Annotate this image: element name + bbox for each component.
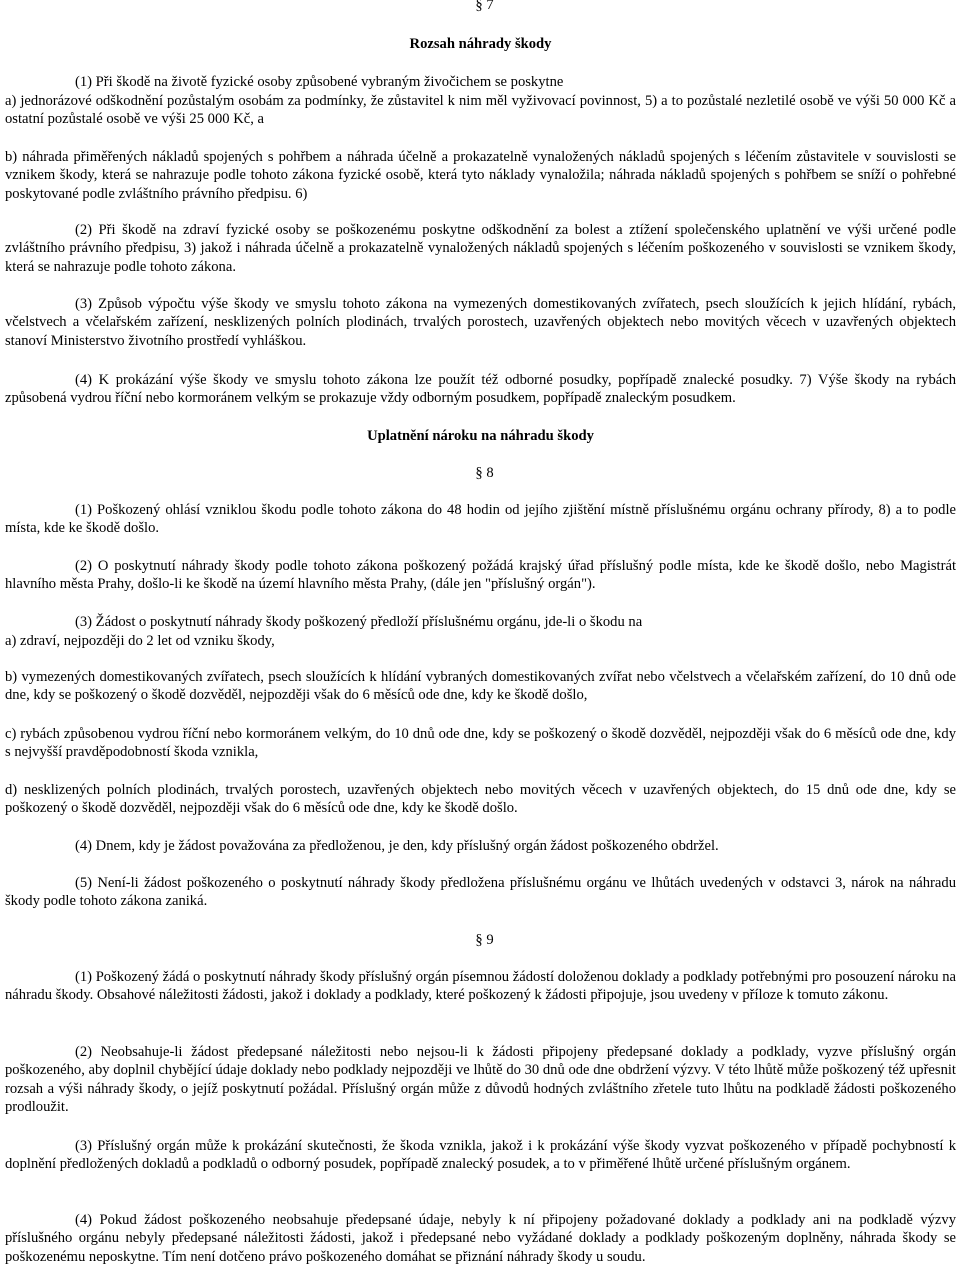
title-rozsah-nahrady: Rozsah náhrady škody (409, 36, 552, 52)
para-7-2: (2) Při škodě na zdraví fyzické osoby se poškozenému poskytne odškodnění za bolest a ztížení společenského uplatnění ve výši určené podle zvláštního právního předpisu, 3) jakož i náhrada účelně a prokazatelně vynaložených nákladů spojených s léčením poškozeného v souvislosti se vznikem škody, která se nahrazuje podle tohoto zákona. (5, 222, 956, 275)
para-8-3-d: d) nesklizených polních plodinách, trvalých porostech, uzavřených objektech nebo movitých věcech v uzavřených objektech, do 15 dnů ode dne, kdy se poškozený o škodě dozvěděl, nejpozději však do 6 měsíců ode dne, kdy ke škodě došlo. (5, 782, 956, 817)
para-7-1-b: b) náhrada přiměřených nákladů spojených s pohřbem a náhrada účelně a prokazatelně vynaložených nákladů spojených s léčením zůstavitele v souvislosti se vznikem škody, která se nahrazuje podle tohoto zákona fyzické osobě, která tyto náklady vynaložila; náhrada nákladů spojených s pohřbem se sníží o pohřebné poskytované podle zvláštního právního předpisu. 6) (5, 149, 956, 202)
para-8-1: (1) Poškozený ohlásí vzniklou škodu podle tohoto zákona do 48 hodin od jejího zjištění místně příslušnému orgánu ochrany přírody, 8) a to podle místa, kde ke škodě došlo. (5, 502, 956, 537)
para-8-2: (2) O poskytnutí náhrady škody podle tohoto zákona poškozený požádá krajský úřad příslušný podle místa, kde ke škodě došlo, nebo Magistrát hlavního města Prahy, došlo-li ke škodě na území hlavního města Prahy, (dále jen "příslušný orgán"). (5, 558, 956, 593)
section-9-heading: § 9 (475, 932, 494, 948)
para-8-4: (4) Dnem, kdy je žádost považována za předloženou, je den, kdy příslušný orgán žádost poškozeného obdržel. (75, 838, 719, 854)
para-9-1: (1) Poškozený žádá o poskytnutí náhrady škody příslušný orgán písemnou žádostí doloženou doklady a podklady potřebnými pro posouzení nároku na náhradu škody. Obsahové náležitosti žádosti, jakož i doklady a podklady, které poškozený k žádosti připojuje, jsou uvedeny v příloze k tomuto zákonu. (5, 969, 956, 1004)
para-9-2: (2) Neobsahuje-li žádost předepsané náležitosti nebo nejsou-li k žádosti připojeny předepsané doklady a podklady, vyzve příslušný orgán poškozeného, aby doplnil chybějící údaje doklady nebo podklady nejpozději ve lhůtě do 30 dnů ode dne obdržení výzvy. V této lhůtě může poškozený též upřesnit rozsah a výši náhrady škody, o jejíž poskytnutí požádal. Příslušný orgán může z důvodů hodných zvláštního zřetele tuto lhůtu na podkladě žádosti poškozeného prodloužit. (5, 1044, 956, 1115)
section-7-heading: § 7 (475, 0, 494, 13)
section-8-heading: § 8 (475, 465, 494, 481)
para-8-3-a: a) zdraví, nejpozději do 2 let od vzniku škody, (5, 633, 275, 649)
para-7-1-a: a) jednorázové odškodnění pozůstalým osobám za podmínky, že zůstavitel k nim měl vyživovací povinnost, 5) a to pozůstalé nezletilé osobě ve výši 50 000 Kč a ostatní pozůstalé osobě ve výši 25 000 Kč, a (5, 93, 956, 128)
para-8-3: (3) Žádost o poskytnutí náhrady škody poškozený předloží příslušnému orgánu, jde-li o škodu na (75, 614, 643, 630)
para-8-3-c: c) rybách způsobenou vydrou říční nebo kormoránem velkým, do 10 dnů ode dne, kdy se poškozený o škodě dozvěděl, nejpozději však do 6 měsíců ode dne, kdy s nejvyšší pravděpodobností škoda vznikla, (5, 726, 956, 761)
para-7-4: (4) K prokázání výše škody ve smyslu tohoto zákona lze použít též odborné posudky, popřípadě znalecké posudky. 7) Výše škody na rybách způsobená vydrou říční nebo kormoránem velkým se prokazuje vždy odborným posudkem, popřípadě znaleckým posudkem. (5, 372, 956, 407)
para-8-5: (5) Není-li žádost poškozeného o poskytnutí náhrady škody předložena příslušnému orgánu ve lhůtách uvedených v odstavci 3, nárok na náhradu škody podle tohoto zákona zaniká. (5, 875, 956, 910)
title-uplatneni-naroku: Uplatnění nároku na náhradu škody (367, 428, 594, 444)
para-8-3-b: b) vymezených domestikovaných zvířatech, psech sloužících k hlídání vybraných domestikovaných zvířat nebo včelstvech a včelařském zařízení, do 10 dnů ode dne, kdy se poškozený o škodě dozvěděl, nejpozději však do 6 měsíců ode dne, kdy ke škodě došlo, (5, 669, 956, 704)
para-9-3: (3) Příslušný orgán může k prokázání skutečnosti, že škoda vznikla, jakož i k prokázání výše škody vyzvat poškozeného v případě pochybností k doplnění předložených dokladů a podkladů o odborný posudek, popřípadě znalecký posudek, a to v přiměřené lhůtě určené příslušným orgánem. (5, 1138, 956, 1173)
para-9-4: (4) Pokud žádost poškozeného neobsahuje předepsané údaje, nebyly k ní připojeny požadované doklady a podklady ani na podkladě výzvy příslušného orgánu nebyly předepsané náležitosti žádosti, jakož i předepsané nebo vyžádané doklady a podklady poškozeným doplněny, náhrada škody se poškozenému neposkytne. Tím není dotčeno právo poškozeného domáhat se přiznání náhrady škody u soudu. (5, 1212, 956, 1265)
para-7-3: (3) Způsob výpočtu výše škody ve smyslu tohoto zákona na vymezených domestikovaných zvířatech, psech sloužících k jejich hlídání, rybách, včelstvech a včelařském zařízení, nesklizených polních plodinách, trvalých porostech, uzavřených objektech nebo movitých věcech v uzavřených objektech stanoví Ministerstvo životního prostředí vyhláškou. (5, 296, 956, 349)
para-7-1: (1) Při škodě na životě fyzické osoby způsobené vybraným živočichem se poskytne (75, 74, 564, 90)
